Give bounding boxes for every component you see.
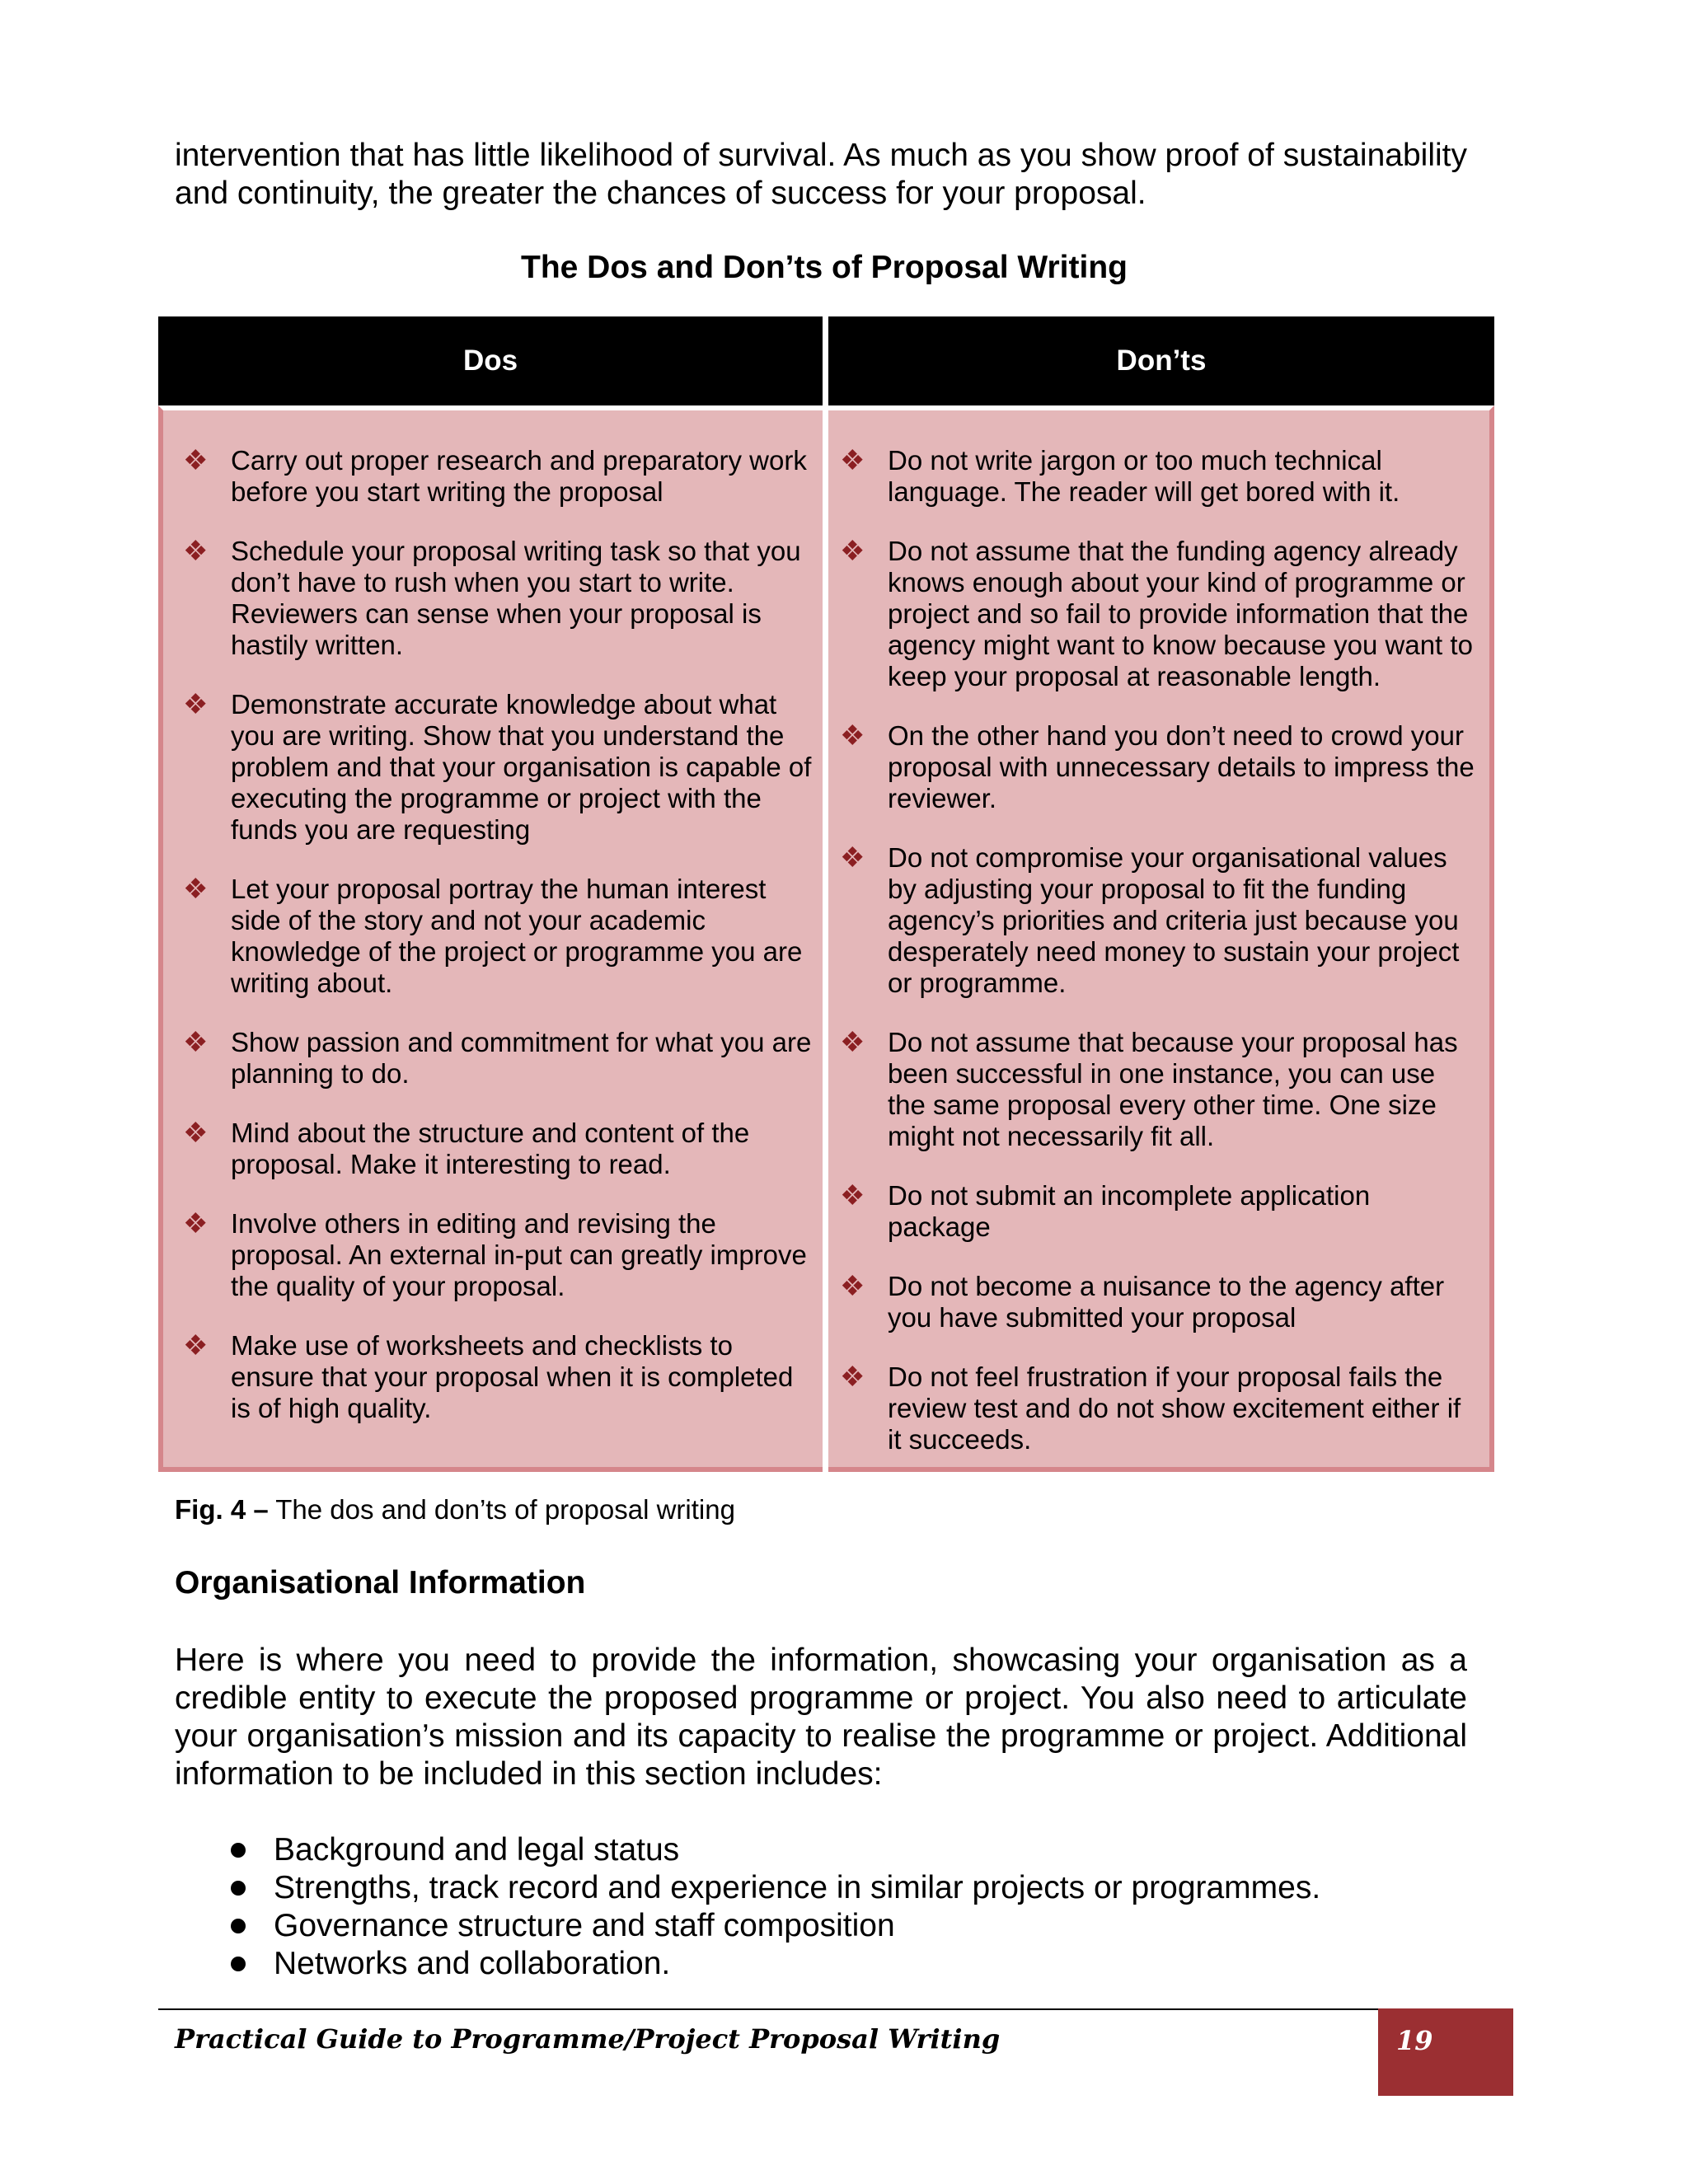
donts-column xyxy=(828,405,1494,1472)
donts-item: ❖ Do not compromise your organisational values by adjusting your proposal to fit the funding agency’s priorities and criteria just because you desperately need money to sustain your project or programme. xyxy=(840,842,1460,998)
dos-item: ❖ Demonstrate accurate knowledge about what you are writing. Show that you understand the problem and that your organisation is capable of executing the programme or project with the funds you are requesting xyxy=(183,689,812,845)
dos-column xyxy=(158,405,823,1472)
column-divider xyxy=(823,316,828,1472)
diamond-bullet-icon: ❖ xyxy=(183,1118,209,1149)
figure-label: Fig. 4 – xyxy=(175,1494,269,1525)
donts-item: ❖ Do not feel frustration if your proposal fails the review test and do not show excitement either if it succeeds. xyxy=(840,1361,1461,1455)
page-number: 19 xyxy=(1396,2025,1433,2056)
diamond-bullet-icon: ❖ xyxy=(840,1180,865,1212)
figure-caption-text: The dos and don’ts of proposal writing xyxy=(268,1494,735,1525)
diamond-bullet-icon: ❖ xyxy=(183,1027,209,1058)
bullet-dot-icon xyxy=(231,1881,246,1896)
info-bullet-list xyxy=(231,1831,1320,1983)
diamond-bullet-icon: ❖ xyxy=(183,1208,209,1240)
diamond-bullet-icon: ❖ xyxy=(840,536,865,567)
diamond-bullet-icon: ❖ xyxy=(183,445,209,476)
diamond-bullet-icon: ❖ xyxy=(183,689,209,720)
diamond-bullet-icon: ❖ xyxy=(840,720,865,752)
donts-item: ❖ Do not submit an incomplete application package xyxy=(840,1180,1371,1242)
list-item: Networks and collaboration. xyxy=(231,1945,1320,1983)
dos-item: ❖ Involve others in editing and revising the proposal. An external in-put can greatly improve the quality of your proposal. xyxy=(183,1208,807,1301)
bullet-dot-icon xyxy=(231,1843,246,1858)
diamond-bullet-icon: ❖ xyxy=(840,842,865,874)
donts-item: ❖ Do not assume that because your proposal has been successful in one instance, you can use the same proposal every other time. One size might not necessarily fit all. xyxy=(840,1027,1458,1151)
donts-column-header: Don’ts xyxy=(828,316,1494,405)
section-heading: Organisational Information xyxy=(175,1565,586,1601)
footer-title: Practical Guide to Programme/Project Proposal Writing xyxy=(175,2023,1001,2055)
dos-column-header: Dos xyxy=(158,316,823,405)
dos-item: ❖ Mind about the structure and content of the proposal. Make it interesting to read. xyxy=(183,1118,750,1179)
dos-donts-table xyxy=(158,316,1493,1472)
diamond-bullet-icon: ❖ xyxy=(840,445,865,476)
dos-item: ❖ Schedule your proposal writing task so that you don’t have to rush when you start to write. Reviewers can sense when your proposal is hastily written. xyxy=(183,536,801,660)
dos-item: ❖ Make use of worksheets and checklists to ensure that your proposal when it is completed is of high quality. xyxy=(183,1330,794,1423)
bullet-dot-icon xyxy=(231,1919,246,1933)
diamond-bullet-icon: ❖ xyxy=(183,1330,209,1361)
intro-paragraph: intervention that has little likelihood of survival. As much as you show proof of sustainability and continuity, the greater the chances of success for your proposal. xyxy=(175,138,1467,211)
diamond-bullet-icon: ❖ xyxy=(840,1271,865,1302)
diamond-bullet-icon: ❖ xyxy=(840,1027,865,1058)
diamond-bullet-icon: ❖ xyxy=(840,1361,865,1393)
dos-item: ❖ Let your proposal portray the human interest side of the story and not your academic knowledge of the project or programme you are writing about. xyxy=(183,874,803,998)
donts-item: ❖ On the other hand you don’t need to crowd your proposal with unnecessary details to impress the reviewer. xyxy=(840,720,1475,813)
donts-item: ❖ Do not write jargon or too much technical language. The reader will get bored with it. xyxy=(840,445,1400,507)
donts-item: ❖ Do not assume that the funding agency already knows enough about your kind of programme or project and so fail to provide information that the agency might want to know because you want to keep your proposal at reasonable length. xyxy=(840,536,1473,691)
list-item: Governance structure and staff composition xyxy=(231,1907,1320,1945)
donts-item: ❖ Do not become a nuisance to the agency after you have submitted your proposal xyxy=(840,1271,1445,1333)
list-item: Strengths, track record and experience in similar projects or programmes. xyxy=(231,1869,1320,1907)
diamond-bullet-icon: ❖ xyxy=(183,536,209,567)
dos-item: ❖ Show passion and commitment for what you are planning to do. xyxy=(183,1027,812,1089)
table-title: The Dos and Don’ts of Proposal Writing xyxy=(521,250,1128,285)
bullet-dot-icon xyxy=(231,1957,246,1971)
footer-divider xyxy=(158,2008,1378,2010)
diamond-bullet-icon: ❖ xyxy=(183,874,209,905)
section-paragraph: Here is where you need to provide the information, showcasing your organisation as a credible entity to execute the proposed programme or project. You also need to articulate your organisation’s mission and its capacity to realise the programme or project. Additional information to be included in this section includes: xyxy=(175,1643,1467,1792)
dos-list xyxy=(180,445,814,1452)
figure-caption xyxy=(175,1493,735,1526)
page-number-box xyxy=(1378,2008,1513,2096)
list-item: Background and legal status xyxy=(231,1831,1320,1869)
dos-item: ❖ Carry out proper research and preparatory work before you start writing the proposal xyxy=(183,445,807,507)
donts-list xyxy=(837,445,1479,1483)
